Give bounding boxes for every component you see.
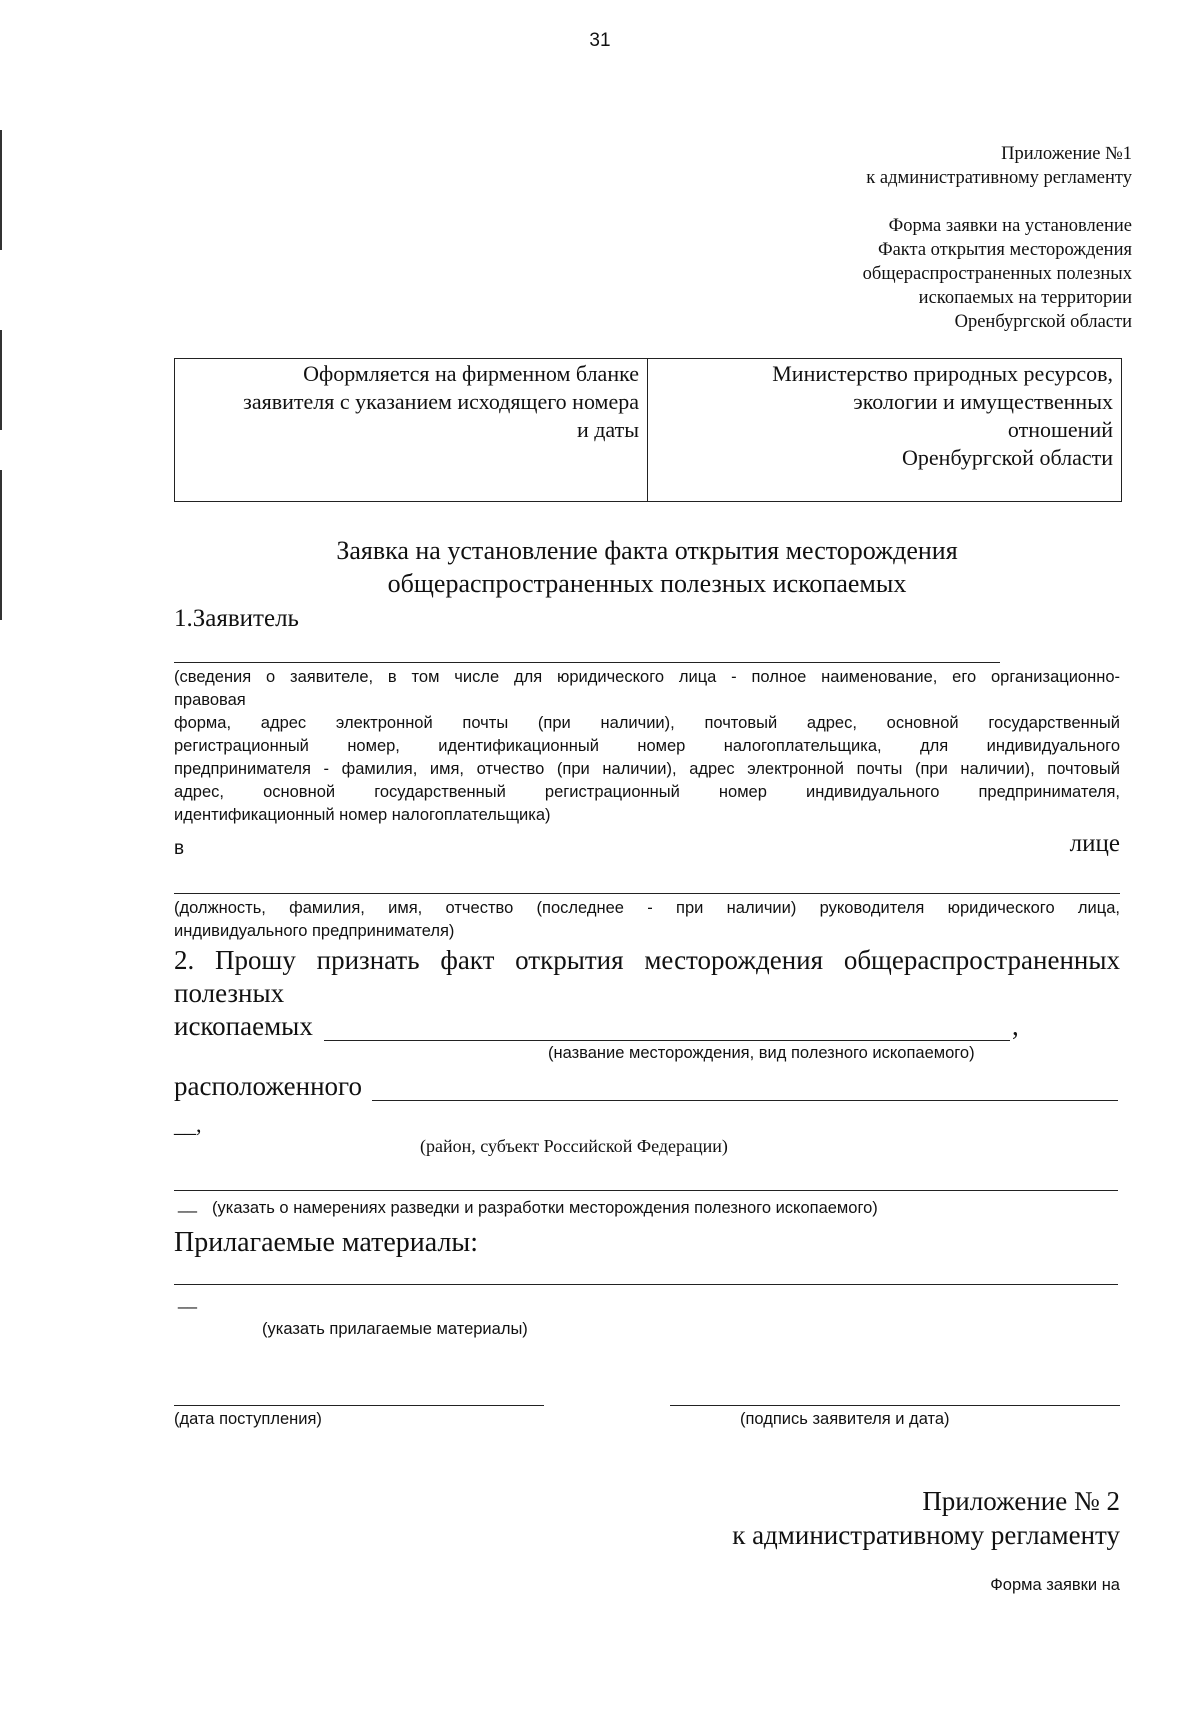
scan-edge-mark xyxy=(0,130,2,250)
date-input-line xyxy=(174,1405,544,1406)
table-left-line: Оформляется на фирменном бланке xyxy=(303,361,639,386)
note-line: идентификационный номер налогоплательщика) xyxy=(174,806,551,824)
in-person-right: лице xyxy=(1069,830,1120,857)
in-person-left: в xyxy=(174,838,185,859)
note-line: (сведения о заявителе, в том числе для юридического лица - полное наименование, его организационно- xyxy=(174,668,1120,686)
appendix1-title: Приложение №1 xyxy=(1001,144,1132,164)
minerals-label: ископаемых xyxy=(174,1011,313,1041)
table-divider xyxy=(647,359,648,501)
request-line-2: полезных xyxy=(174,978,285,1008)
table-right-line: Оренбургской области xyxy=(902,445,1113,470)
note-line: адрес, основной государственный регистрационный номер индивидуального предпринимателя, xyxy=(174,783,1120,801)
appendix2-form-label: Форма заявки на xyxy=(990,1576,1120,1594)
date-label: (дата поступления) xyxy=(174,1410,322,1428)
appendix1-form-line: общераспространенных полезных xyxy=(862,264,1132,284)
located-label: расположенного xyxy=(174,1071,362,1101)
header-table xyxy=(174,358,1122,502)
head-note xyxy=(174,897,1120,943)
note-line: предпринимателя - фамилия, имя, отчество (при наличии), адрес электронной почты (при наличии), почтовый xyxy=(174,760,1120,778)
appendix1-form-line: Форма заявки на установление xyxy=(888,216,1132,236)
main-title xyxy=(174,534,1120,600)
appendix1-form-line: ископаемых на территории xyxy=(918,288,1132,308)
head-input-line xyxy=(174,893,1120,894)
region-note: (район, субъект Российской Федерации) xyxy=(420,1136,728,1156)
intent-prefix: __ xyxy=(178,1194,197,1213)
table-left-line: заявителя с указанием исходящего номера xyxy=(243,389,639,414)
table-left-line: и даты xyxy=(576,417,639,442)
attachments-heading: Прилагаемые материалы: xyxy=(174,1227,479,1258)
note-line: форма, адрес электронной почты (при наличии), почтовый адрес, основной государственный xyxy=(174,714,1120,732)
note-line: правовая xyxy=(174,691,246,709)
appendix2-subtitle: к административному регламенту xyxy=(732,1520,1120,1550)
intent-input-line xyxy=(174,1190,1118,1191)
appendix1-subtitle: к административному регламенту xyxy=(866,168,1132,188)
signature-label: (подпись заявителя и дата) xyxy=(740,1410,950,1428)
appendix2-block xyxy=(520,1484,1120,1595)
location-input-line xyxy=(372,1100,1118,1101)
appendix1-form-line: Факта открытия месторождения xyxy=(877,240,1132,260)
appendix1-form-line: Оренбургской области xyxy=(954,312,1132,332)
note-line: индивидуального предпринимателя) xyxy=(174,922,455,940)
attachments-note: (указать прилагаемые материалы) xyxy=(262,1320,528,1338)
page-number: 31 xyxy=(589,30,611,51)
main-title-line: Заявка на установление факта открытия месторождения xyxy=(336,536,958,565)
applicant-heading: 1.Заявитель xyxy=(174,605,299,632)
deposit-input-line xyxy=(324,1040,1010,1041)
table-right-line: экологии и имущественных xyxy=(853,389,1113,414)
note-line: регистрационный номер, идентификационный номер налогоплательщика, для индивидуального xyxy=(174,737,1120,755)
table-right-line: отношений xyxy=(1007,417,1113,442)
applicant-input-line xyxy=(174,662,1000,663)
deposit-note: (название месторождения, вид полезного ископаемого) xyxy=(548,1044,975,1062)
appendix2-title: Приложение № 2 xyxy=(922,1486,1120,1516)
table-right-line: Министерство природных ресурсов, xyxy=(772,361,1113,386)
applicant-note xyxy=(174,666,1120,827)
scan-edge-mark xyxy=(0,330,2,430)
appendix1-block xyxy=(632,142,1132,334)
note-line: (должность, фамилия, имя, отчество (последнее - при наличии) руководителя юридического лица, xyxy=(174,899,1120,917)
scan-edge-mark xyxy=(0,470,2,620)
table-right-cell xyxy=(655,360,1113,472)
intent-note: (указать о намерениях разведки и разработки месторождения полезного ископаемого) xyxy=(212,1199,878,1217)
request-line: 2. Прошу признать факт открытия месторождения общераспространенных xyxy=(174,945,1120,975)
signature-input-line xyxy=(670,1405,1120,1406)
attachments-dash: __ xyxy=(178,1290,197,1309)
table-left-cell xyxy=(181,360,639,444)
location-trailing: __, xyxy=(174,1112,202,1137)
main-title-line: общераспространенных полезных ископаемых xyxy=(387,569,907,598)
attachments-input-line xyxy=(174,1284,1118,1285)
deposit-comma: , xyxy=(1012,1011,1019,1041)
